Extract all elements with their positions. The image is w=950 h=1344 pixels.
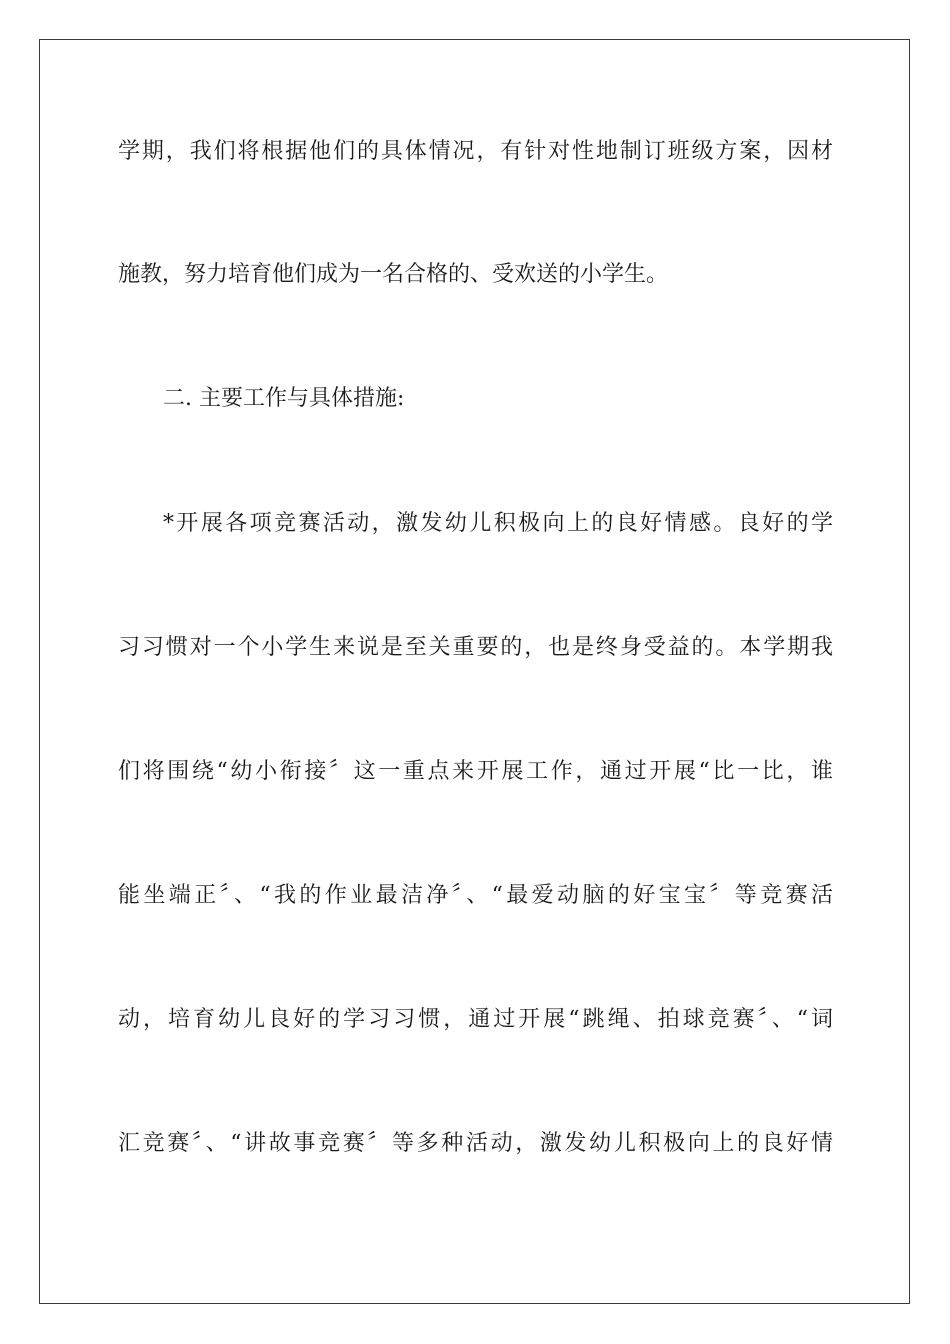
paragraph-line: 汇竞赛〞、“讲故事竞赛〞等多种活动，激发幼儿积极向上的良好情 — [118, 1131, 833, 1156]
paragraph-line: 学期，我们将根据他们的具体情况，有针对性地制订班级方案，因材 — [118, 139, 833, 164]
paragraph-line: 习习惯对一个小学生来说是至关重要的，也是终身受益的。本学期我 — [118, 635, 833, 660]
paragraph-line: 们将围绕“幼小衔接〞这一重点来开展工作，通过开展“比一比，谁 — [118, 759, 833, 784]
paragraph-line: 能坐端正〞、“我的作业最洁净〞、“最爱动脑的好宝宝〞等竞赛活 — [118, 883, 833, 908]
paragraph-line: 动，培育幼儿良好的学习习惯，通过开展“跳绳、拍球竞赛〞、“词 — [118, 1007, 833, 1032]
section-heading: 二. 主要工作与具体措施: — [163, 386, 405, 411]
paragraph-line: 施教，努力培育他们成为一名合格的、受欢送的小学生。 — [118, 262, 669, 287]
paragraph-line: *开展各项竞赛活动，激发幼儿积极向上的良好情感。良好的学 — [163, 511, 833, 536]
page-frame — [39, 39, 910, 1304]
